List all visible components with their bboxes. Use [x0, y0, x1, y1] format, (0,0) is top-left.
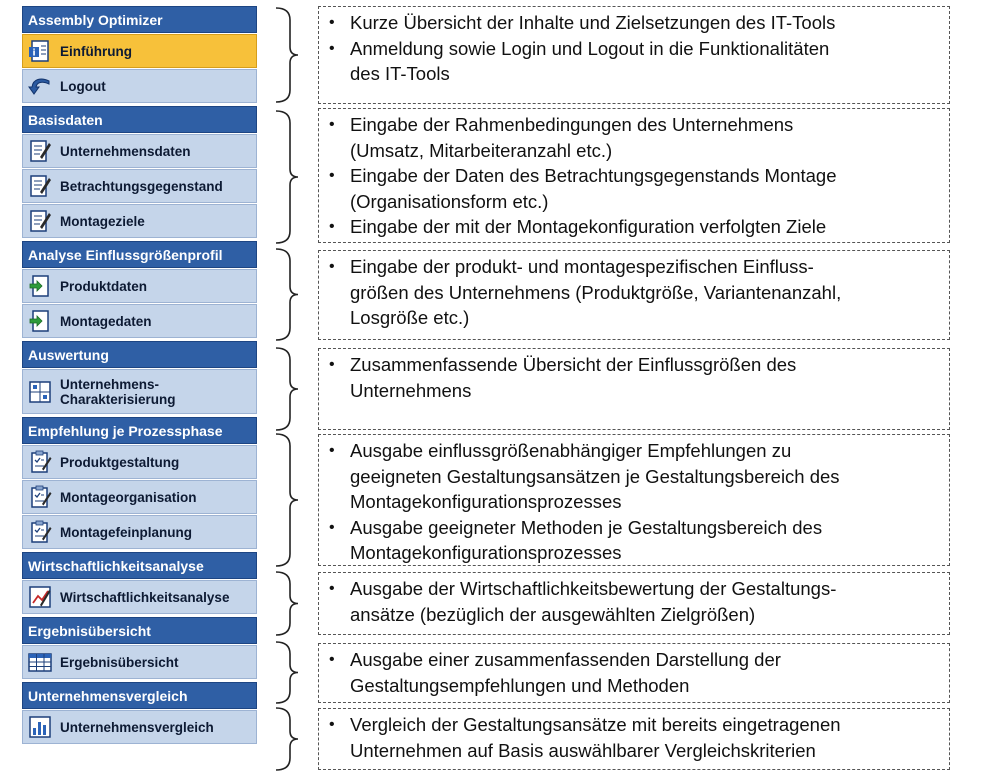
curly-brace — [276, 434, 298, 566]
bullet-item: • Eingabe der produkt- und montagespezifischen Einfluss- größen des Unternehmens (Produktgröße, Variantenanzahl, Losgröße etc.) — [327, 254, 941, 331]
bullet-item: • Kurze Übersicht der Inhalte und Zielsetzungen des IT-Tools — [327, 10, 941, 36]
bullet-list — [327, 647, 941, 698]
nav-item-label: Montagefeinplanung — [60, 524, 192, 540]
description-panel — [318, 348, 950, 430]
nav-item-label: Ergebnisübersicht — [60, 654, 179, 670]
nav-item-label: Unternehmensvergleich — [60, 719, 214, 735]
description-panel — [318, 643, 950, 703]
bullet-list — [327, 576, 941, 627]
bullet-list — [327, 112, 941, 240]
nav-item-label: Produktgestaltung — [60, 454, 180, 470]
section-header: Auswertung — [22, 341, 257, 368]
bullet-item: • Eingabe der Daten des Betrachtungsgegenstands Montage (Organisationsform etc.) — [327, 163, 941, 214]
section-header: Wirtschaftlichkeitsanalyse — [22, 552, 257, 579]
nav-item-label: Wirtschaftlichkeitsanalyse — [60, 589, 230, 605]
curly-brace — [276, 249, 298, 340]
curly-brace — [276, 8, 298, 102]
curly-brace — [276, 348, 298, 430]
nav-item-label: Montageziele — [60, 213, 145, 229]
section-header: Unternehmensvergleich — [22, 682, 257, 709]
bullet-list — [327, 712, 941, 763]
description-panel — [318, 434, 950, 566]
curly-brace — [276, 708, 298, 770]
section-header: Empfehlung je Prozessphase — [22, 417, 257, 444]
curly-brace — [276, 572, 298, 635]
section-header: Ergebnisübersicht — [22, 617, 257, 644]
bullet-item: • Ausgabe geeigneter Methoden je Gestaltungsbereich des Montagekonfigurationsprozesses — [327, 515, 941, 566]
bullet-item: • Anmeldung sowie Login und Logout in die Funktionalitäten des IT-Tools — [327, 36, 941, 87]
description-panel — [318, 708, 950, 770]
bullet-item: • Eingabe der Rahmenbedingungen des Unternehmens (Umsatz, Mitarbeiteranzahl etc.) — [327, 112, 941, 163]
nav-item-label: Produktdaten — [60, 278, 148, 294]
section-header: Assembly Optimizer — [22, 6, 257, 33]
description-panel — [318, 6, 950, 104]
bullet-list — [327, 254, 941, 331]
nav-item-label: Unternehmensdaten — [60, 143, 191, 159]
bullet-item: • Ausgabe einflussgrößenabhängiger Empfehlungen zu geeigneten Gestaltungsansätzen je Gestaltungsbereich des Montagekonfigurationsprozesses — [327, 438, 941, 515]
nav-item-label: Unternehmens- Charakterisierung — [60, 376, 176, 407]
section-header: Basisdaten — [22, 106, 257, 133]
bullet-item: • Eingabe der mit der Montagekonfiguration verfolgten Ziele — [327, 214, 941, 240]
bullet-list — [327, 438, 941, 566]
nav-item-label: Betrachtungsgegenstand — [60, 178, 223, 194]
svg-text:i: i — [32, 48, 36, 59]
bullet-list — [327, 352, 941, 403]
bullet-item: • Ausgabe einer zusammenfassenden Darstellung der Gestaltungsempfehlungen und Methoden — [327, 647, 941, 698]
nav-item-label: Einführung — [60, 43, 132, 59]
nav-item-label: Logout — [60, 78, 106, 94]
section-header: Analyse Einflussgrößenprofil — [22, 241, 257, 268]
curly-brace — [276, 642, 298, 703]
description-panel — [318, 572, 950, 635]
description-panel — [318, 108, 950, 243]
nav-item-label: Montagedaten — [60, 313, 152, 329]
bullet-item: • Zusammenfassende Übersicht der Einflussgrößen des Unternehmens — [327, 352, 941, 403]
nav-item-label: Montageorganisation — [60, 489, 197, 505]
bullet-item: • Ausgabe der Wirtschaftlichkeitsbewertung der Gestaltungs- ansätze (bezüglich der ausgewählten Zielgrößen) — [327, 576, 941, 627]
curly-brace — [276, 111, 298, 243]
bullet-item: • Vergleich der Gestaltungsansätze mit bereits eingetragenen Unternehmen auf Basis auswählbarer Vergleichskriterien — [327, 712, 941, 763]
bullet-list — [327, 10, 941, 87]
description-panel — [318, 250, 950, 340]
